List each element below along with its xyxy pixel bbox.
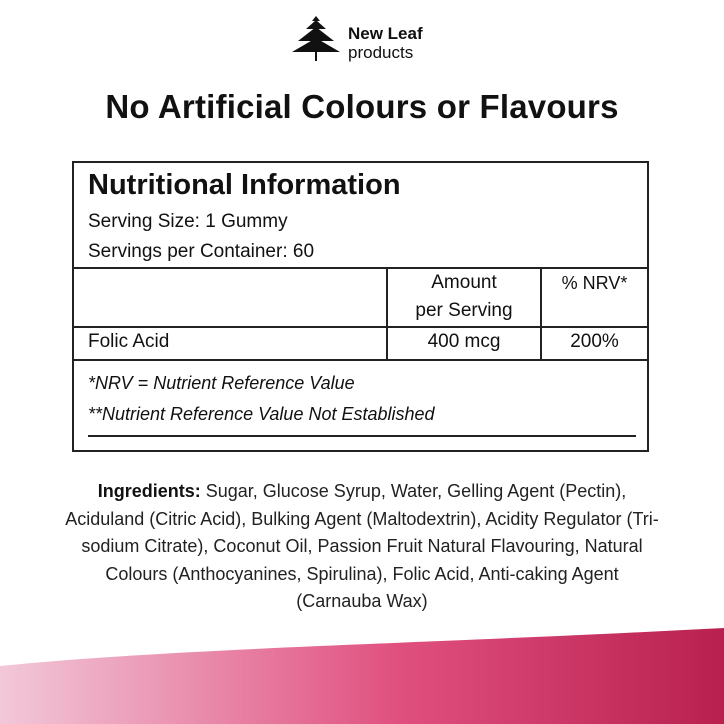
ingredients-block	[62, 478, 662, 616]
nutrition-panel	[72, 161, 649, 452]
nutrient-name: Folic Acid	[88, 331, 170, 352]
decorative-wave	[0, 600, 724, 724]
servings-per-container: Servings per Container: 60	[88, 241, 315, 262]
table-divider-bottom	[74, 359, 647, 361]
footnote-not-established: **Nutrient Reference Value Not Established	[88, 404, 435, 424]
brand-line2: products	[348, 43, 414, 62]
nutrient-nrv: 200%	[570, 331, 619, 352]
brand-line1: New Leaf	[348, 24, 423, 43]
brand-name	[348, 24, 423, 62]
ingredients-text: Sugar, Glucose Syrup, Water, Gelling Agent (Pectin), Aciduland (Citric Acid), Bulking Agent (Maltodextrin), Acidity Regulator (Tri-sodium Citrate), Coconut Oil, Passion Fruit Natural Flavouring, Natural Colours (Anthocyanines, Spirulina), Folic Acid, Anti-caking Agent (Carnauba Wax)	[65, 481, 659, 611]
amount-header-line1: Amount	[431, 272, 497, 293]
nrv-column-header: % NRV*	[561, 273, 628, 293]
table-divider-header	[74, 326, 647, 328]
serving-size: Serving Size: 1 Gummy	[88, 211, 288, 232]
footnote-rule	[88, 435, 636, 437]
tree-icon	[290, 14, 342, 66]
amount-header-line2: per Serving	[415, 300, 513, 321]
nutrient-amount: 400 mcg	[427, 331, 501, 352]
ingredients-label: Ingredients:	[97, 481, 201, 501]
page-headline: No Artificial Colours or Flavours	[105, 88, 619, 125]
amount-column-header	[388, 269, 540, 325]
nutrition-title: Nutritional Information	[88, 169, 401, 201]
brand-logo	[290, 14, 450, 66]
footnote-nrv: *NRV = Nutrient Reference Value	[88, 373, 355, 393]
